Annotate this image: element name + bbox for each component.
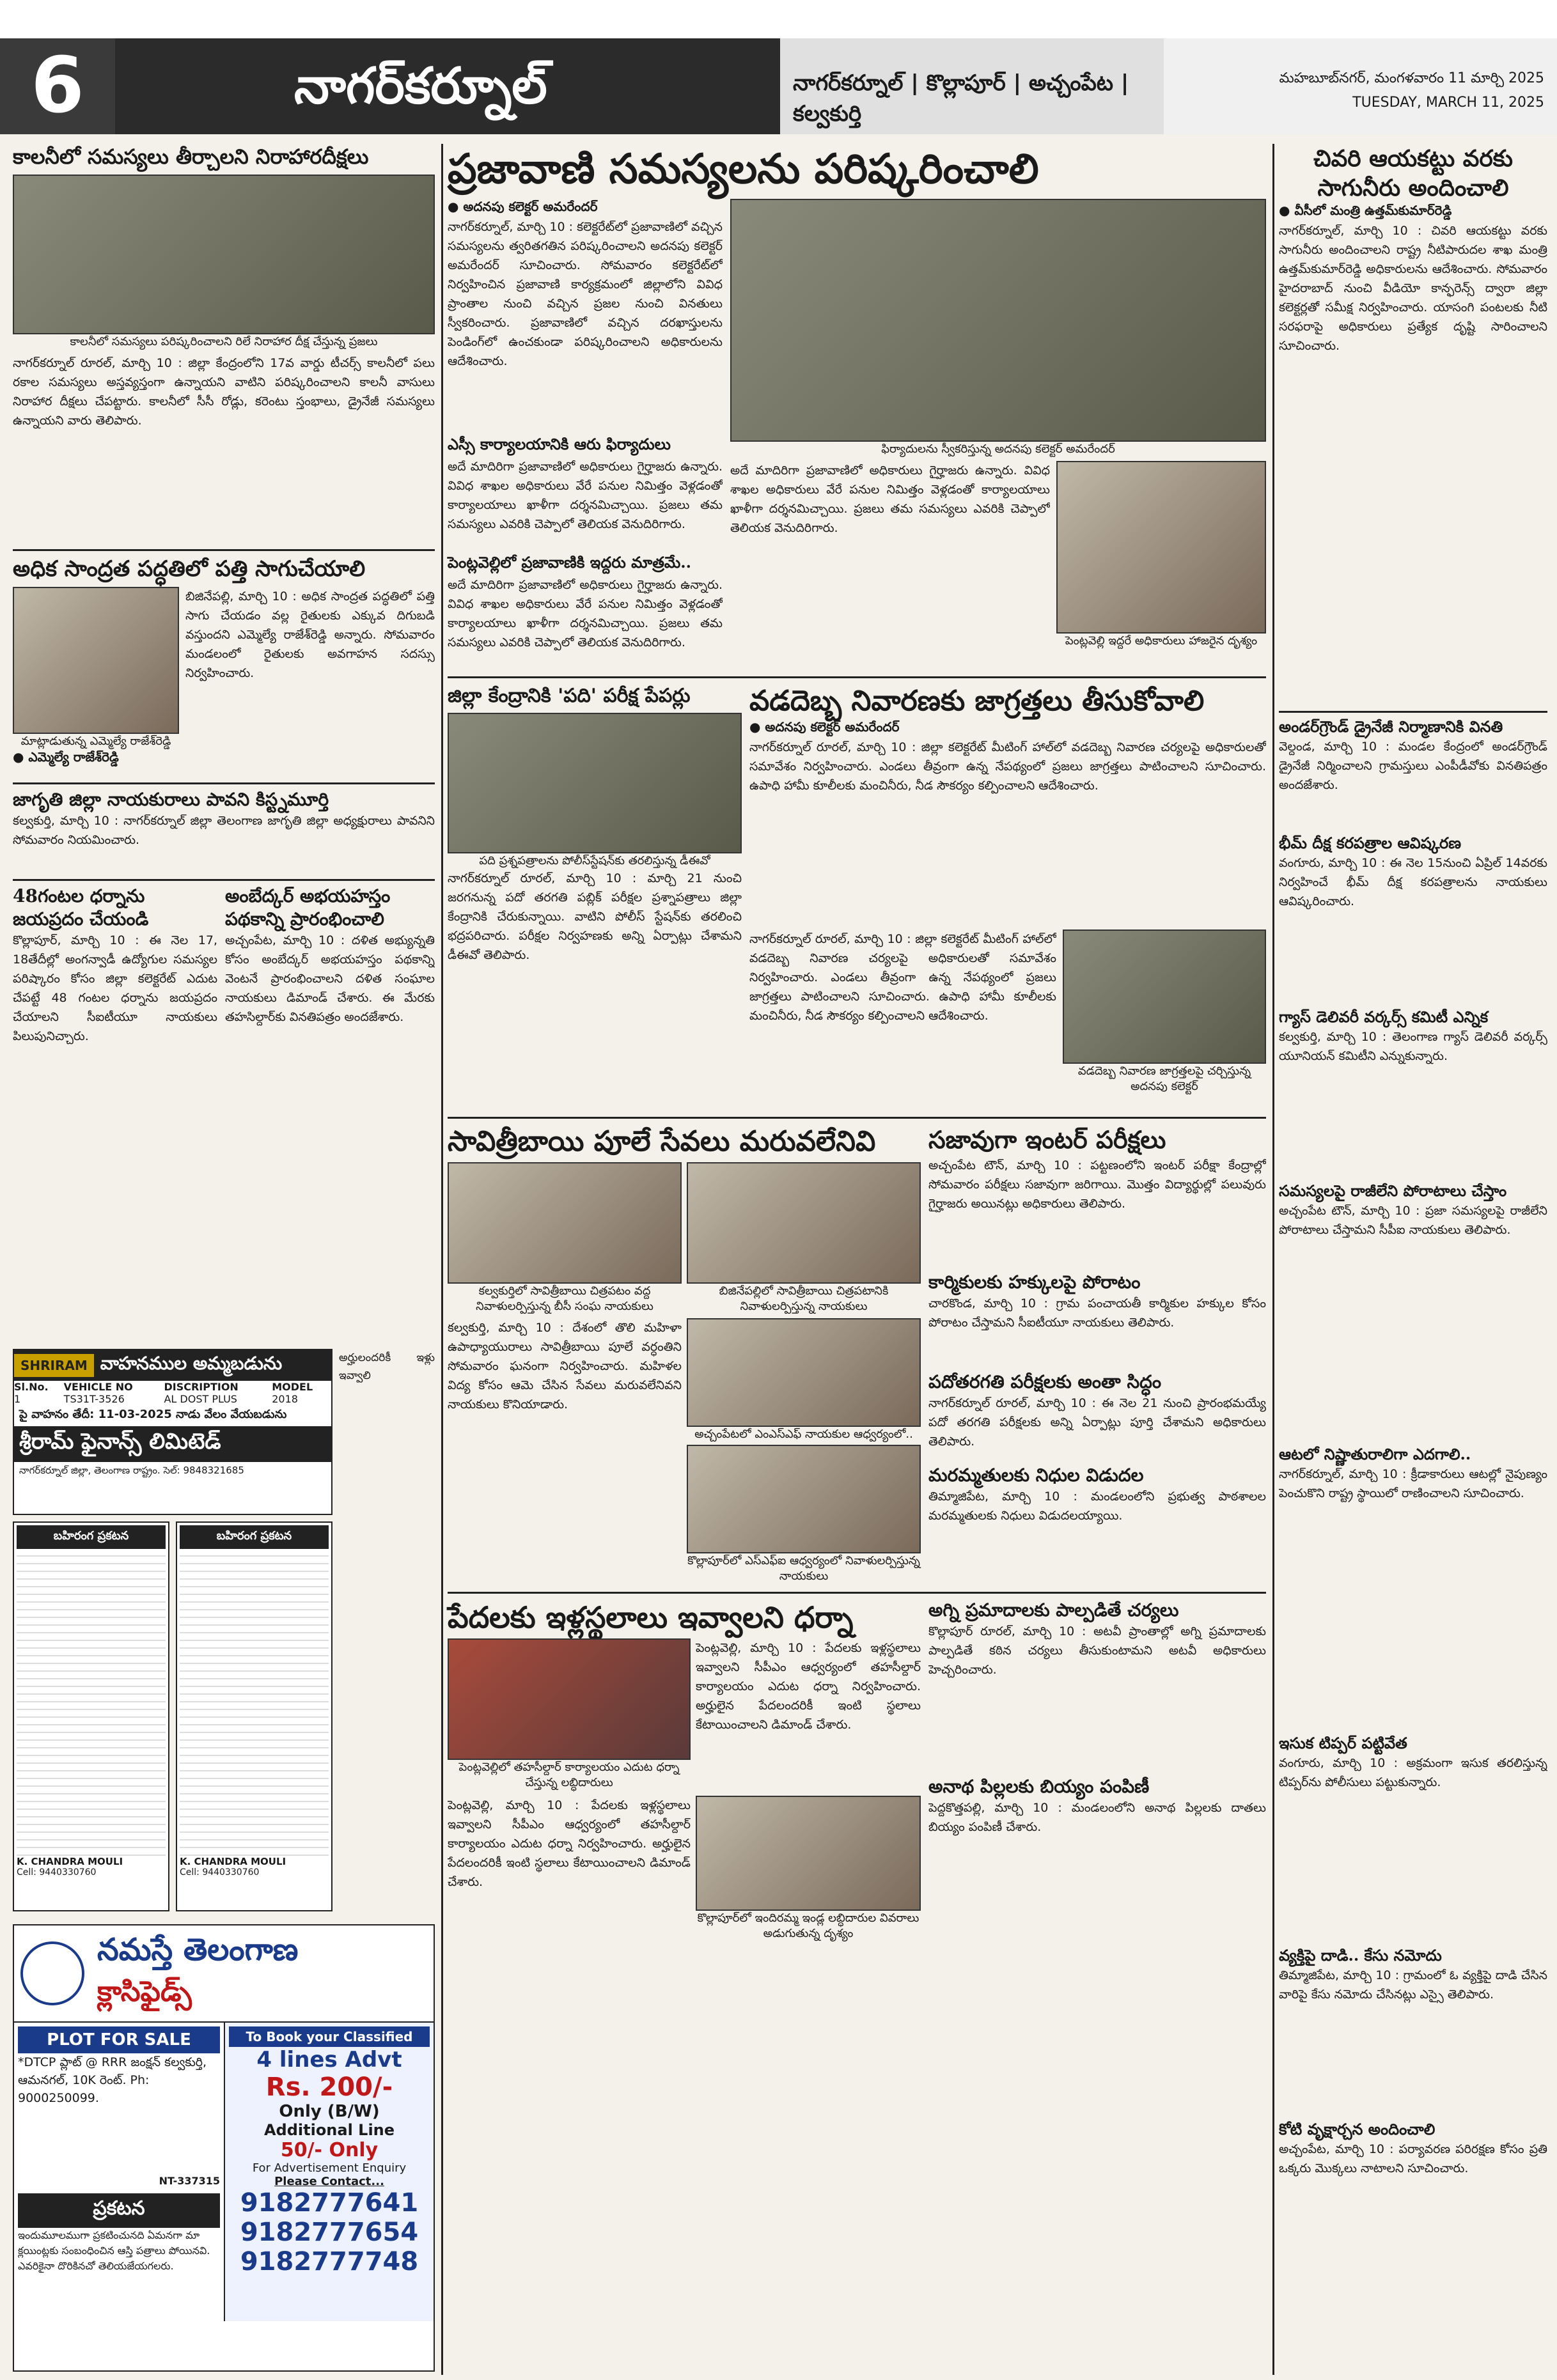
legal-notice-2 [176, 1521, 333, 1911]
photo-caption: వడదెబ్బ నివారణ జాగ్రత్తలపై చర్చిస్తున్న అదనపు కలెక్టర్ [1077, 1064, 1251, 1093]
photo-caption: మాట్లాడుతున్న ఎమ్మెల్యే రాజేశ్‌రెడ్డి [20, 735, 171, 748]
subhead: పెంట్లవెల్లిలో ప్రజావాణికి ఇద్దరు మాత్రమే.. [448, 553, 691, 572]
colony-protest-photo [13, 175, 435, 334]
article-body: పెద్దకొత్తపల్లి, మార్చి 10 : మండలంలోని అనాథ పిల్లలకు దాతలు బియ్యం పంపిణీ చేశారు. [928, 1801, 1266, 1834]
photo-caption: కొల్లాపూర్‌లో ఇందిరమ్మ ఇండ్ల లబ్ధిదారుల వివరాలు అడుగుతున్న దృశ్యం [697, 1911, 919, 1940]
article-body: నాగర్‌కర్నూల్ రూరల్, మార్చి 10 : జిల్లా కలెక్టరేట్ మీటింగ్ హాల్‌లో వడదెబ్బ నివారణ చర్యలపై అధికారులతో సమావేశం నిర్వహించారు. ఎండలు తీవ్రంగా ఉన్న నేపథ్యంలో ప్రజలు జాగ్రత్తలు పాటించాలని సూచించారు. ఉపాధి హామీ కూలీలకు మంచినీరు, నీడ సౌకర్యం కల్పించాలని ఆదేశించారు. [749, 932, 1056, 1023]
byline: ● అదనపు కలెక్టర్ అమరేందర్ [448, 199, 598, 214]
article-body: చారకొండ, మార్చి 10 : గ్రామ పంచాయతీ కార్మికుల హక్కుల కోసం పోరాటం చేస్తామని సీఐటీయూ నాయకులు తెలిపారు. [928, 1296, 1266, 1330]
headline: సమస్యలపై రాజీలేని పోరాటాలు చేస్తాం [1279, 1181, 1507, 1200]
book-enquiry: For Advertisement Enquiry [252, 2161, 407, 2175]
savitri-photo [687, 1318, 921, 1427]
phone-number[interactable]: 9182777748 [240, 2247, 419, 2276]
article-body: వంగూరు, మార్చి 10 : అక్రమంగా ఇసుక తరలిస్తున్న టిప్పర్‌ను పోలీసులు పట్టుకున్నారు. [1279, 1756, 1547, 1789]
photo-caption: కొల్లాపూర్‌లో ఎస్‌ఎఫ్‌ఐ ఆధ్వర్యంలో నివాళులర్పిస్తున్న నాయకులు [687, 1554, 920, 1583]
article-body: తిమ్మాజిపేట, మార్చి 10 : గ్రామంలో ఓ వ్యక్తిపై దాడి చేసిన వారిపై కేసు నమోదు చేసినట్లు ఎస్సై తెలిపారు. [1279, 1968, 1547, 2002]
headline: భీమ్ దీక్ష కరపత్రాల ఆవిష్కరణ [1279, 834, 1462, 852]
shriram-logo: SHRIRAM [14, 1354, 94, 1377]
table-cell: 2018 [272, 1393, 298, 1405]
headline: కార్మికులకు హక్కులపై పోరాటం [928, 1272, 1141, 1293]
phone-number[interactable]: 9182777641 [240, 2188, 419, 2218]
divider [448, 1117, 1266, 1119]
article-body: బిజినేపల్లి, మార్చి 10 : అధిక సాంద్రత పద్ధతిలో పత్తి సాగు చేయడం వల్ల రైతులకు ఎక్కువ దిగుబడి వస్తుందని ఎమ్మెల్యే రాజేశ్‌రెడ్డి అన్నారు. సోమవారం మండలంలో రైతులకు అవగాహన సదస్సు నిర్వహించారు. [185, 589, 435, 680]
article-body: కల్వకుర్తి, మార్చి 10 : దేశంలో తొలి మహిళా ఉపాధ్యాయురాలు సావిత్రీబాయి పూలే వర్ధంతిని సోమవారం ఘనంగా నిర్వహించారు. మహిళల విద్య కోసం ఆమె చేసిన సేవలు మరువలేనివని నాయకులు కొనియాడారు. [448, 1321, 682, 1412]
headline: కాలనీలో సమస్యలు తీర్చాలని నిరాహారదీక్షలు [13, 144, 369, 169]
housing-survey-photo [696, 1796, 921, 1911]
table-header: VEHICLE NO [63, 1381, 133, 1393]
article-body: నాగర్‌కర్నూల్, మార్చి 10 : చివరి ఆయకట్టు వరకు సాగునీరు అందించాలని రాష్ట్ర నీటిపారుదల శాఖ మంత్రి ఉత్తమ్‌కుమార్‌రెడ్డి అధికారులను ఆదేశించారు. సోమవారం హైదరాబాద్ నుంచి వీడియో కాన్ఫరెన్స్ ద్వారా జిల్లా కలెక్టర్లతో సమీక్ష నిర్వహించారు. యాసంగి పంటలకు నీటి సరఫరాపై అధికారులు ప్రత్యేక దృష్టి సారించాలని సూచించారు. [1279, 224, 1547, 353]
column-divider [1272, 144, 1274, 2375]
photo-caption: పెంట్లవెల్లి ఇద్దరే అధికారులు హాజరైన దృశ్యం [1065, 634, 1258, 648]
headline: గ్యాస్ డెలివరీ వర్కర్స్ కమిటీ ఎన్నిక [1279, 1007, 1489, 1026]
table-header: Sl.No. [14, 1381, 49, 1393]
table-cell: 1 [14, 1393, 21, 1405]
divider [1279, 711, 1547, 713]
divider [13, 549, 435, 551]
namaste-classifieds [13, 1924, 435, 2372]
divider [448, 1592, 1266, 1594]
photo-caption: ఫిర్యాదులను స్వీకరిస్తున్న అదనపు కలెక్టర్ అమరేందర్ [881, 442, 1115, 456]
book-contact: Please Contact... [274, 2175, 384, 2188]
notice-text [17, 1549, 166, 1856]
article-body: నాగర్‌కర్నూల్ రూరల్, మార్చి 10 : మార్చి 21 నుంచి జరగనున్న పదో తరగతి పబ్లిక్ పరీక్షల ప్రశ్నాపత్రాలు జిల్లా కేంద్రానికి చేరుకున్నాయి. వాటిని పోలీస్ స్టేషన్‌కు తరలించి భద్రపరిచారు. పరీక్షల నిర్వహణకు అన్ని ఏర్పాట్లు చేశామని డీఈవో తెలిపారు. [448, 871, 742, 962]
book-title: To Book your Classified [229, 2026, 430, 2047]
mla-photo [13, 587, 179, 734]
left-column [13, 144, 435, 1199]
center-column [448, 144, 1266, 1943]
lead-headline: ప్రజావాణి సమస్యలను పరిష్కరించాలి [448, 145, 1039, 193]
article-body: నాగర్‌కర్నూల్ రూరల్, మార్చి 10 : జిల్లా కలెక్టరేట్ మీటింగ్ హాల్‌లో వడదెబ్బ నివారణ చర్యలపై అధికారులతో సమావేశం నిర్వహించారు. ఎండలు తీవ్రంగా ఉన్న నేపథ్యంలో ప్రజలు జాగ్రత్తలు పాటించాలని సూచించారు. ఉపాధి హామీ కూలీలకు మంచినీరు, నీడ సౌకర్యం కల్పించాలని ఆదేశించారు. [749, 740, 1266, 793]
heat-meeting-photo [1063, 929, 1266, 1064]
company-address: నాగర్‌కర్నూల్ జిల్లా, తెలంగాణ రాష్ట్రం. సెల్: 9848321685 [19, 1465, 244, 1476]
photo-caption: కాలనీలో సమస్యలు పరిష్కరించాలని రిలే నిరాహార దీక్ష చేస్తున్న ప్రజలు [70, 335, 378, 348]
headline: అంబేద్కర్ అభయహస్తం పథకాన్ని ప్రారంభించాలి [225, 885, 391, 929]
prajavani-photo [730, 199, 1266, 442]
book-price: Rs. 200/- [265, 2073, 393, 2102]
article-body: అచ్చంపేట, మార్చి 10 : పర్యావరణ పరిరక్షణ కోసం ప్రతి ఒక్కరు మొక్కలు నాటాలని సూచించారు. [1279, 2142, 1547, 2175]
headline: చివరి ఆయకట్టు వరకు సాగునీరు అందించాలి [1313, 145, 1513, 201]
headline: సావిత్రీబాయి పూలే సేవలు మరువలేనివి [448, 1125, 876, 1158]
company-name: శ్రీరామ్ ఫైనాన్స్ లిమిటెడ్ [14, 1426, 331, 1462]
photo-caption: అచ్చంపేటలో ఎంఎస్‌ఎఫ్ నాయకుల ఆధ్వర్యంలో.. [694, 1427, 913, 1441]
namaste-logo-icon [20, 1941, 84, 2005]
photo-caption: పది ప్రశ్నపత్రాలను పోలీస్‌స్టేషన్‌కు తరలిస్తున్న డీఈవో [479, 854, 710, 867]
article-body: వంగూరు, మార్చి 10 : ఈ నెల 15నుంచి ఏప్రిల్ 14వరకు నిర్వహించే భీమ్ దీక్ష కరపత్రాలను నాయకులు ఆవిష్కరించారు. [1279, 856, 1547, 908]
savitri-photo [687, 1445, 921, 1553]
headline: కోటి వృక్షార్చన అందించాలి [1279, 2120, 1436, 2138]
subhead: ఎస్సీ కార్యాలయానికి ఆరు ఫిర్యాదులు [448, 435, 671, 453]
vehicle-table [14, 1381, 331, 1405]
divider [13, 879, 435, 881]
date-english: TUESDAY, MARCH 11, 2025 [1352, 95, 1544, 111]
headline: పదోతరగతి పరీక్షలకు అంతా సిద్ధం [928, 1371, 1162, 1392]
article-body: పెంట్లవెల్లి, మార్చి 10 : పేదలకు ఇళ్లస్థలాలు ఇవ్వాలని సీపీఎం ఆధ్వర్యంలో తహసీల్దార్ కార్యాలయం ఎదుట ధర్నా నిర్వహించారు. అర్హులైన పేదలందరికీ ఇంటి స్థలాలు కేటాయించాలని డిమాండ్ చేశారు. [696, 1641, 921, 1732]
savitri-photo [448, 1162, 682, 1284]
headline: వ్యక్తిపై దాడి.. కేసు నమోదు [1279, 1946, 1442, 1964]
savitri-photo [687, 1162, 921, 1284]
ad-title: వాహనముల అమ్మబడును [100, 1353, 283, 1374]
date-telugu: మహబూబ్‌నగర్, మంగళవారం 11 మార్చి 2025 [1279, 70, 1544, 86]
byline: ● అదనపు కలెక్టర్ అమరేందర్ [749, 719, 900, 735]
headline: సజావుగా ఇంటర్ పరీక్షలు [928, 1125, 1166, 1154]
article-body: అచ్చంపేట టౌన్, మార్చి 10 : పట్టణంలోని ఇంటర్ పరీక్షా కేంద్రాల్లో సోమవారం పరీక్షలు సజావుగా జరిగాయి. మొత్తం విద్యార్థుల్లో పలువురు గైర్హాజరు అయినట్లు అధికారులు తెలిపారు. [928, 1158, 1266, 1211]
headline: అగ్ని ప్రమాదాలకు పాల్పడితే చర్యలు [928, 1599, 1179, 1621]
headline: పేదలకు ఇళ్లస్థలాలు ఇవ్వాలని ధర్నా [448, 1600, 854, 1635]
right-column [1279, 144, 1547, 2216]
divider [13, 782, 435, 784]
pentlavelli-office-photo [1056, 461, 1266, 634]
prakatana-body: ఇందుమూలముగా ప్రకటించునది ఏమనగా మా క్లయింట్లకు సంబంధించిన ఆస్తి పత్రాలు పోయినవి. ఎవరికైనా దొరికినచో తెలియజేయగలరు. [18, 2229, 210, 2272]
book-additional-price: 50/- Only [280, 2139, 379, 2161]
article-body: కల్వకుర్తి, మార్చి 10 : తెలంగాణ గ్యాస్ డెలివరీ వర్కర్స్ యూనియన్ కమిటీని ఎన్నుకున్నారు. [1279, 1030, 1547, 1063]
brand-sub: క్లాసిఫైడ్స్ [97, 1975, 192, 2008]
notice-signatory: K. CHANDRA MOULI [180, 1856, 286, 1867]
phone-number[interactable]: 9182777654 [240, 2218, 419, 2247]
headline: మరమ్మతులకు నిధుల విడుదల [928, 1465, 1144, 1486]
notice-signatory: K. CHANDRA MOULI [17, 1856, 123, 1867]
article-body: అచ్చంపేట, మార్చి 10 : దళిత అభ్యున్నతి కోసం అంబేద్కర్ అభయహస్తం పథకాన్ని వెంటనే ప్రారంభించాలని దళిత సంఘాల నాయకులు డిమాండ్ చేశారు. ఈ మేరకు తహసిల్దార్‌కు వినతిపత్రం అందజేశారు. [225, 933, 435, 1024]
headline: జాగృతి జిల్లా నాయకురాలు పావని కిస్ట్నమూర్తి [13, 789, 329, 810]
book-lines: 4 lines Advt [256, 2047, 402, 2073]
article-body: వెల్దండ, మార్చి 10 : మండల కేంద్రంలో అండర్‌గ్రౌండ్ డ్రైనేజీ నిర్మించాలని గ్రామస్తులు ఎంపీడీవోకు వినతిపత్రం అందజేశారు. [1279, 740, 1547, 792]
notice-title: బహిరంగ ప్రకటన [17, 1525, 166, 1549]
article-body: అదే మాదిరిగా ప్రజావాణిలో అధికారులు గైర్హాజరు ఉన్నారు. వివిధ శాఖల అధికారులు వేరే పనుల నిమిత్తం వెళ్లడంతో కార్యాలయాలు ఖాళీగా దర్శనమిచ్చాయి. ప్రజలు తమ సమస్యలు ఎవరికి చెప్పాలో తెలియక వెనుదిరిగారు. [448, 578, 723, 649]
headline: జిల్లా కేంద్రానికి 'పది' పరీక్ష పేపర్లు [448, 685, 691, 707]
edition-links[interactable]: నాగర్‌కర్నూల్ | కొల్లాపూర్ | అచ్చంపేట | కల్వకుర్తి [780, 38, 1164, 134]
photo-caption: కల్వకుర్తిలో సావిత్రీబాయి చిత్రపటం వద్ద నివాళులర్పిస్తున్న బీసీ సంఘ నాయకులు [476, 1284, 653, 1313]
masthead: నాగర్‌కర్నూల్ [115, 38, 780, 134]
brand-name: నమస్తే తెలంగాణ [97, 1932, 299, 1968]
notice-phone: Cell: 9440330760 [17, 1867, 97, 1878]
shriram-vehicle-auction-ad [13, 1349, 333, 1515]
article-body: కొల్లాపూర్ రూరల్, మార్చి 10 : అటవీ ప్రాంతాల్లో అగ్ని ప్రమాదాలకు పాల్పడితే కఠిన చర్యలు తీసుకుంటామని అటవీ అధికారులు హెచ్చరించారు. [928, 1624, 1266, 1677]
table-header: MODEL [272, 1381, 313, 1393]
headline: ఆటలో నిష్ణాతురాలిగా ఎదగాలి.. [1279, 1445, 1471, 1463]
headline: వడదెబ్బ నివారణకు జాగ్రత్తలు తీసుకోవాలి [749, 685, 1205, 717]
article-body: పెంట్లవెల్లి, మార్చి 10 : పేదలకు ఇళ్లస్థలాలు ఇవ్వాలని సీపీఎం ఆధ్వర్యంలో తహసీల్దార్ కార్యాలయం ఎదుట ధర్నా నిర్వహించారు. అర్హులైన పేదలందరికీ ఇంటి స్థలాలు కేటాయించాలని డిమాండ్ చేశారు. [448, 1798, 691, 1889]
notice-text [180, 1549, 329, 1856]
table-cell: TS31T-3526 [63, 1393, 125, 1405]
article-body: అర్హులందరికీ ఇళ్లు ఇవ్వాలి [339, 1351, 435, 1382]
article-body: నాగర్‌కర్నూల్ రూరల్, మార్చి 10 : జిల్లా కేంద్రంలోని 17వ వార్డు టీచర్స్ కాలనీలో పలు రకాల సమస్యలు అస్తవ్యస్తంగా ఉన్నాయని వాటిని పరిష్కరించాలని కాలనీ వాసులు నిరాహార దీక్షలు చేపట్టారు. కాలనీలో సీసీ రోడ్లు, కరెంటు స్తంభాలు, డ్రైనేజీ సమస్యలు ఉన్నాయని వారు తెలిపారు. [13, 356, 435, 428]
prakatana-title: ప్రకటన [18, 2193, 220, 2228]
divider [448, 676, 1266, 678]
table-header: DISCRIPTION [164, 1381, 239, 1393]
auction-date: పై వాహనం తేదీ: 11-03-2025 నాడు వేలం వేయబడును [19, 1408, 287, 1421]
article-body: కల్వకుర్తి, మార్చి 10 : నాగర్‌కర్నూల్ జిల్లా తెలంగాణ జాగృతి జిల్లా అధ్యక్షురాలు పావనిని సోమవారం నియమించారు. [13, 814, 435, 847]
photo-caption: బిజినేపల్లిలో సావిత్రీబాయి చిత్రపటానికి నివాళులర్పిస్తున్న నాయకులు [719, 1284, 889, 1313]
book-only: Only (B/W) [279, 2102, 380, 2121]
article-body: అదే మాదిరిగా ప్రజావాణిలో అధికారులు గైర్హాజరు ఉన్నారు. వివిధ శాఖల అధికారులు వేరే పనుల నిమిత్తం వెళ్లడంతో కార్యాలయాలు ఖాళీగా దర్శనమిచ్చాయి. ప్రజలు తమ సమస్యలు ఎవరికి చెప్పాలో తెలియక వెనుదిరిగారు. [448, 460, 723, 531]
article-body: అదే మాదిరిగా ప్రజావాణిలో అధికారులు గైర్హాజరు ఉన్నారు. వివిధ శాఖల అధికారులు వేరే పనుల నిమిత్తం వెళ్లడంతో కార్యాలయాలు ఖాళీగా దర్శనమిచ్చాయి. ప్రజలు తమ సమస్యలు ఎవరికి చెప్పాలో తెలియక వెనుదిరిగారు. [730, 463, 1050, 535]
photo-caption: పెంట్లవెల్లిలో తహసీల్దార్ కార్యాలయం ఎదుట ధర్నా చేస్తున్న లబ్ధిదారులు [458, 1761, 680, 1789]
plot-title: PLOT FOR SALE [18, 2026, 220, 2053]
byline: ● వీసీలో మంత్రి ఉత్తమ్‌కుమార్‌రెడ్డి [1279, 203, 1452, 218]
article-body: తిమ్మాజిపేట, మార్చి 10 : మండలంలోని ప్రభుత్వ పాఠశాలల మరమ్మతులకు నిధులు విడుదలయ్యాయి. [928, 1489, 1266, 1523]
article-body: నాగర్‌కర్నూల్, మార్చి 10 : కలెక్టరేట్‌లో ప్రజావాణిలో వచ్చిన సమస్యలను త్వరితగతిన పరిష్కరించాలని అదనపు కలెక్టర్ అమరేందర్ సూచించారు. సోమవారం కలెక్టరేట్‌లో నిర్వహించిన ప్రజావాణి కార్యక్రమంలో జిల్లాలోని వివిధ ప్రాంతాల నుంచి వచ్చిన ప్రజల నుంచి వినతులు స్వీకరించారు. ప్రజావాణిలో వచ్చిన దరఖాస్తులను పెండింగ్‌లో ఉంచకుండా పరిష్కరించాలని అధికారులను ఆదేశించారు. [448, 220, 723, 368]
plot-code: NT-337315 [159, 2175, 220, 2187]
headline: అధిక సాంద్రత పద్ధతిలో పత్తి సాగుచేయాలి [13, 556, 366, 582]
byline: ● ఎమ్మెల్యే రాజేశ్‌రెడ్డి [13, 749, 119, 765]
table-cell: AL DOST PLUS [164, 1393, 237, 1405]
article-body: నాగర్‌కర్నూల్, మార్చి 10 : క్రీడాకారులు ఆటల్లో నైపుణ్యం పెంచుకొని రాష్ట్ర స్థాయిలో రాణించాలని సూచించారు. [1279, 1467, 1547, 1500]
plot-body: *DTCP ప్లాట్ @ RRR జంక్షన్ కల్వకుర్తి, ఆమనగల్, 10K రెంట్. Ph: 9000250099. [18, 2055, 207, 2105]
notice-title: బహిరంగ ప్రకటన [180, 1525, 329, 1549]
article-body: నాగర్‌కర్నూల్ రూరల్, మార్చి 10 : ఈ నెల 21 నుంచి ప్రారంభమయ్యే పదో తరగతి పరీక్షలకు అన్ని ఏర్పాట్లు పూర్తి చేశామని అధికారులు తెలిపారు. [928, 1396, 1266, 1449]
headline: అనాథ పిల్లలకు బియ్యం పంపిణీ [928, 1776, 1150, 1797]
headline: ఇసుక టిప్పర్ పట్టివేత [1279, 1734, 1407, 1752]
legal-notice-1 [13, 1521, 169, 1911]
page-number: 6 [0, 38, 115, 134]
notice-phone: Cell: 9440330760 [180, 1867, 260, 1878]
headline: 48గంటల ధర్నాను జయప్రదం చేయండి [13, 885, 149, 929]
column-divider [441, 144, 443, 2375]
header-date [1164, 38, 1557, 134]
headline: అండర్‌గ్రౌండ్ డ్రైనేజీ నిర్మాణానికి వినతి [1279, 717, 1503, 736]
exam-papers-photo [448, 713, 742, 853]
cpm-protest-photo [448, 1638, 691, 1760]
article-body: కొల్లాపూర్, మార్చి 10 : ఈ నెల 17, 18తేదీల్లో అంగన్వాడీ ఉద్యోగుల సమస్యల పరిష్కారం కోసం జిల్లా కలెక్టరేట్ ఎదుట చేపట్టే 48 గంటల ధర్నాను జయప్రదం చేయాలని సీఐటీయూ నాయకులు పిలుపునిచ్చారు. [13, 933, 217, 1043]
article-body: అచ్చంపేట టౌన్, మార్చి 10 : ప్రజా సమస్యలపై రాజీలేని పోరాటాలు చేస్తామని సీపీఐ నాయకులు తెలిపారు. [1279, 1204, 1547, 1237]
book-additional: Additional Line [263, 2121, 395, 2139]
